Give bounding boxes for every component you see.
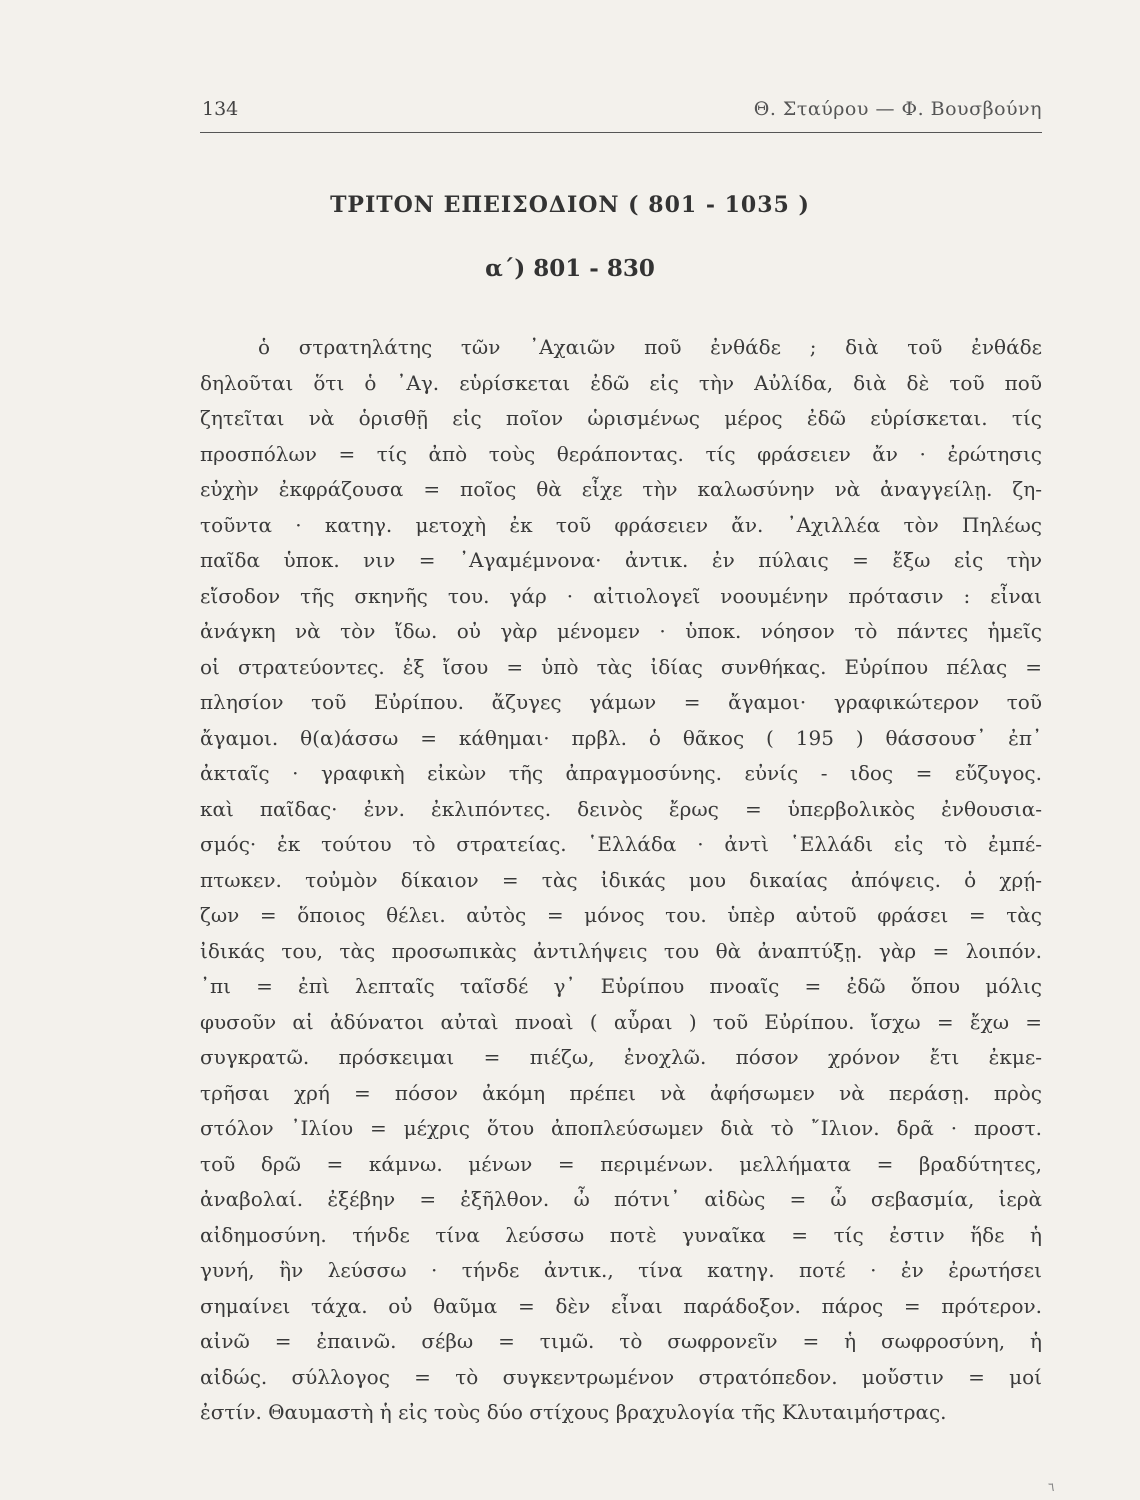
text-line: δηλοῦται ὅτι ὁ ᾿Αγ. εὑρίσκεται ἐδῶ εἰς τὴν Αὐλίδα, διὰ δὲ τοῦ ποῦ — [200, 370, 1042, 395]
text-line: ὁ στρατηλάτης τῶν ᾿Αχαιῶν ποῦ ἐνθάδε ; διὰ τοῦ ἐνθάδε — [258, 335, 1042, 359]
text-line: γυνή, ἣν λεύσσω · τήνδε ἀντικ., τίνα κατηγ. ποτέ · ἐν ἐρωτήσει — [200, 1258, 1042, 1282]
text-line: ἀκταῖς · γραφικὴ εἰκὼν τῆς ἀπραγμοσύνης. εὐνίς - ιδος = εὔζυγος. — [200, 761, 1042, 785]
text-line: σμός· ἐκ τούτου τὸ στρατείας. ῾Ελλάδα · ἀντὶ ῾Ελλάδι εἰς τὸ ἐμπέ- — [200, 832, 1042, 856]
text-line: πλησίον τοῦ Εὐρίπου. ἄζυγες γάμων = ἄγαμοι· γραφικώτερον τοῦ — [200, 690, 1042, 714]
text-line: ᾿πι = ἐπὶ λεπταῖς ταῖσδέ γ᾿ Εὐρίπου πνοαῖς = ἐδῶ ὅπου μόλις — [200, 974, 1042, 998]
text-line: σημαίνει τάχα. οὐ θαῦμα = δὲν εἶναι παράδοξον. πάρος = πρότερον. — [200, 1293, 1042, 1318]
text-line: τρῆσαι χρή = πόσον ἀκόμη πρέπει νὰ ἀφήσωμεν νὰ περάσῃ. πρὸς — [200, 1080, 1042, 1105]
page-header — [200, 98, 1042, 133]
text-line: αἰδώς. σύλλογος = τὸ συγκεντρωμένον στρατόπεδον. μοὔστιν = μοί — [200, 1364, 1042, 1389]
text-line: ἀναβολαί. ἐξέβην = ἐξῆλθον. ὦ πότνι᾿ αἰδὼς = ὦ σεβασμία, ἱερὰ — [200, 1187, 1042, 1211]
text-line: παῖδα ὑποκ. νιν = ᾿Αγαμέμνονα· ἀντικ. ἐν πύλαις = ἔξω εἰς τὴν — [200, 548, 1042, 572]
page-number: 134 — [202, 98, 239, 120]
text-line: αἰδημοσύνη. τήνδε τίνα λεύσσω ποτὲ γυναῖκα = τίς ἐστιν ἥδε ἡ — [200, 1222, 1042, 1247]
text-line: τοῦντα · κατηγ. μετοχὴ ἐκ τοῦ φράσειεν ἄν. ᾿Αχιλλέα τὸν Πηλέως — [200, 512, 1042, 537]
running-head: Θ. Σταύρου — Φ. Βουσβούνη — [753, 98, 1042, 120]
text-line: εὐχὴν ἐκφράζουσα = ποῖος θὰ εἶχε τὴν καλωσύνην νὰ ἀναγγείλῃ. ζη- — [200, 477, 1042, 501]
text-line: καὶ παῖδας· ἐνν. ἐκλιπόντες. δεινὸς ἔρως = ὑπερβολικὸς ἐνθουσια- — [200, 796, 1042, 821]
text-line: αἰνῶ = ἐπαινῶ. σέβω = τιμῶ. τὸ σωφρονεῖν = ἡ σωφροσύνη, ἡ — [200, 1329, 1042, 1353]
text-line: πτωκεν. τοὐμὸν δίκαιον = τὰς ἰδικάς μου δικαίας ἀπόψεις. ὁ χρῄ- — [200, 867, 1042, 892]
text-line: συγκρατῶ. πρόσκειμαι = πιέζω, ἐνοχλῶ. πόσον χρόνον ἔτι ἐκμε- — [200, 1045, 1042, 1069]
text-line: στόλον ᾿Ιλίου = μέχρις ὅτου ἀποπλεύσωμεν διὰ τὸ ῎Ιλιον. δρᾶ · προστ. — [200, 1116, 1042, 1140]
text-line: οἱ στρατεύοντες. ἐξ ἴσου = ὑπὸ τὰς ἰδίας συνθήκας. Εὐρίπου πέλας = — [200, 654, 1042, 679]
text-line: ζητεῖται νὰ ὁρισθῇ εἰς ποῖον ὡρισμένως μέρος ἐδῶ εὑρίσκεται. τίς — [200, 406, 1042, 430]
text-line: τοῦ δρῶ = κάμνω. μένων = περιμένων. μελλήματα = βραδύτητες, — [200, 1151, 1042, 1176]
text-line: ἰδικάς του, τὰς προσωπικὰς ἀντιλήψεις του θὰ ἀναπτύξῃ. γὰρ = λοιπόν. — [200, 938, 1042, 963]
chapter-title: ΤΡΙΤΟΝ ΕΠΕΙΣΟΔΙΟΝ ( 801 - 1035 ) — [330, 192, 810, 218]
text-line: φυσοῦν αἱ ἀδύνατοι αὐταὶ πνοαὶ ( αὖραι ) τοῦ Εὐρίπου. ἴσχω = ἔχω = — [200, 1009, 1042, 1034]
text-line: ἄγαμοι. θ(α)άσσω = κάθημαι· πρβλ. ὁ θᾶκος ( 195 ) θάσσουσ᾿ ἐπ᾿ — [200, 725, 1042, 750]
text-line: ζων = ὅποιος θέλει. αὐτὸς = μόνος του. ὑπὲρ αὑτοῦ φράσει = τὰς — [200, 903, 1042, 927]
text-line: ἀνάγκη νὰ τὸν ἴδω. οὐ γὰρ μένομεν · ὑποκ. νόησον τὸ πάντες ἡμεῖς — [200, 619, 1042, 643]
text-line: εἴσοδον τῆς σκηνῆς του. γάρ · αἰτιολογεῖ νοουμένην πρότασιν : εἶναι — [200, 583, 1042, 608]
text-line: προσπόλων = τίς ἀπὸ τοὺς θεράποντας. τίς φράσειεν ἄν · ἐρώτησις — [200, 441, 1042, 466]
text-line: ἐστίν. Θαυμαστὴ ἡ εἰς τοὺς δύο στίχους βραχυλογία τῆς Κλυταιμήστρας. — [200, 1400, 947, 1424]
section-subtitle: α΄) 801 - 830 — [485, 255, 655, 282]
corner-mark: ٦ — [1048, 1480, 1055, 1494]
commentary-text — [200, 330, 1042, 1431]
